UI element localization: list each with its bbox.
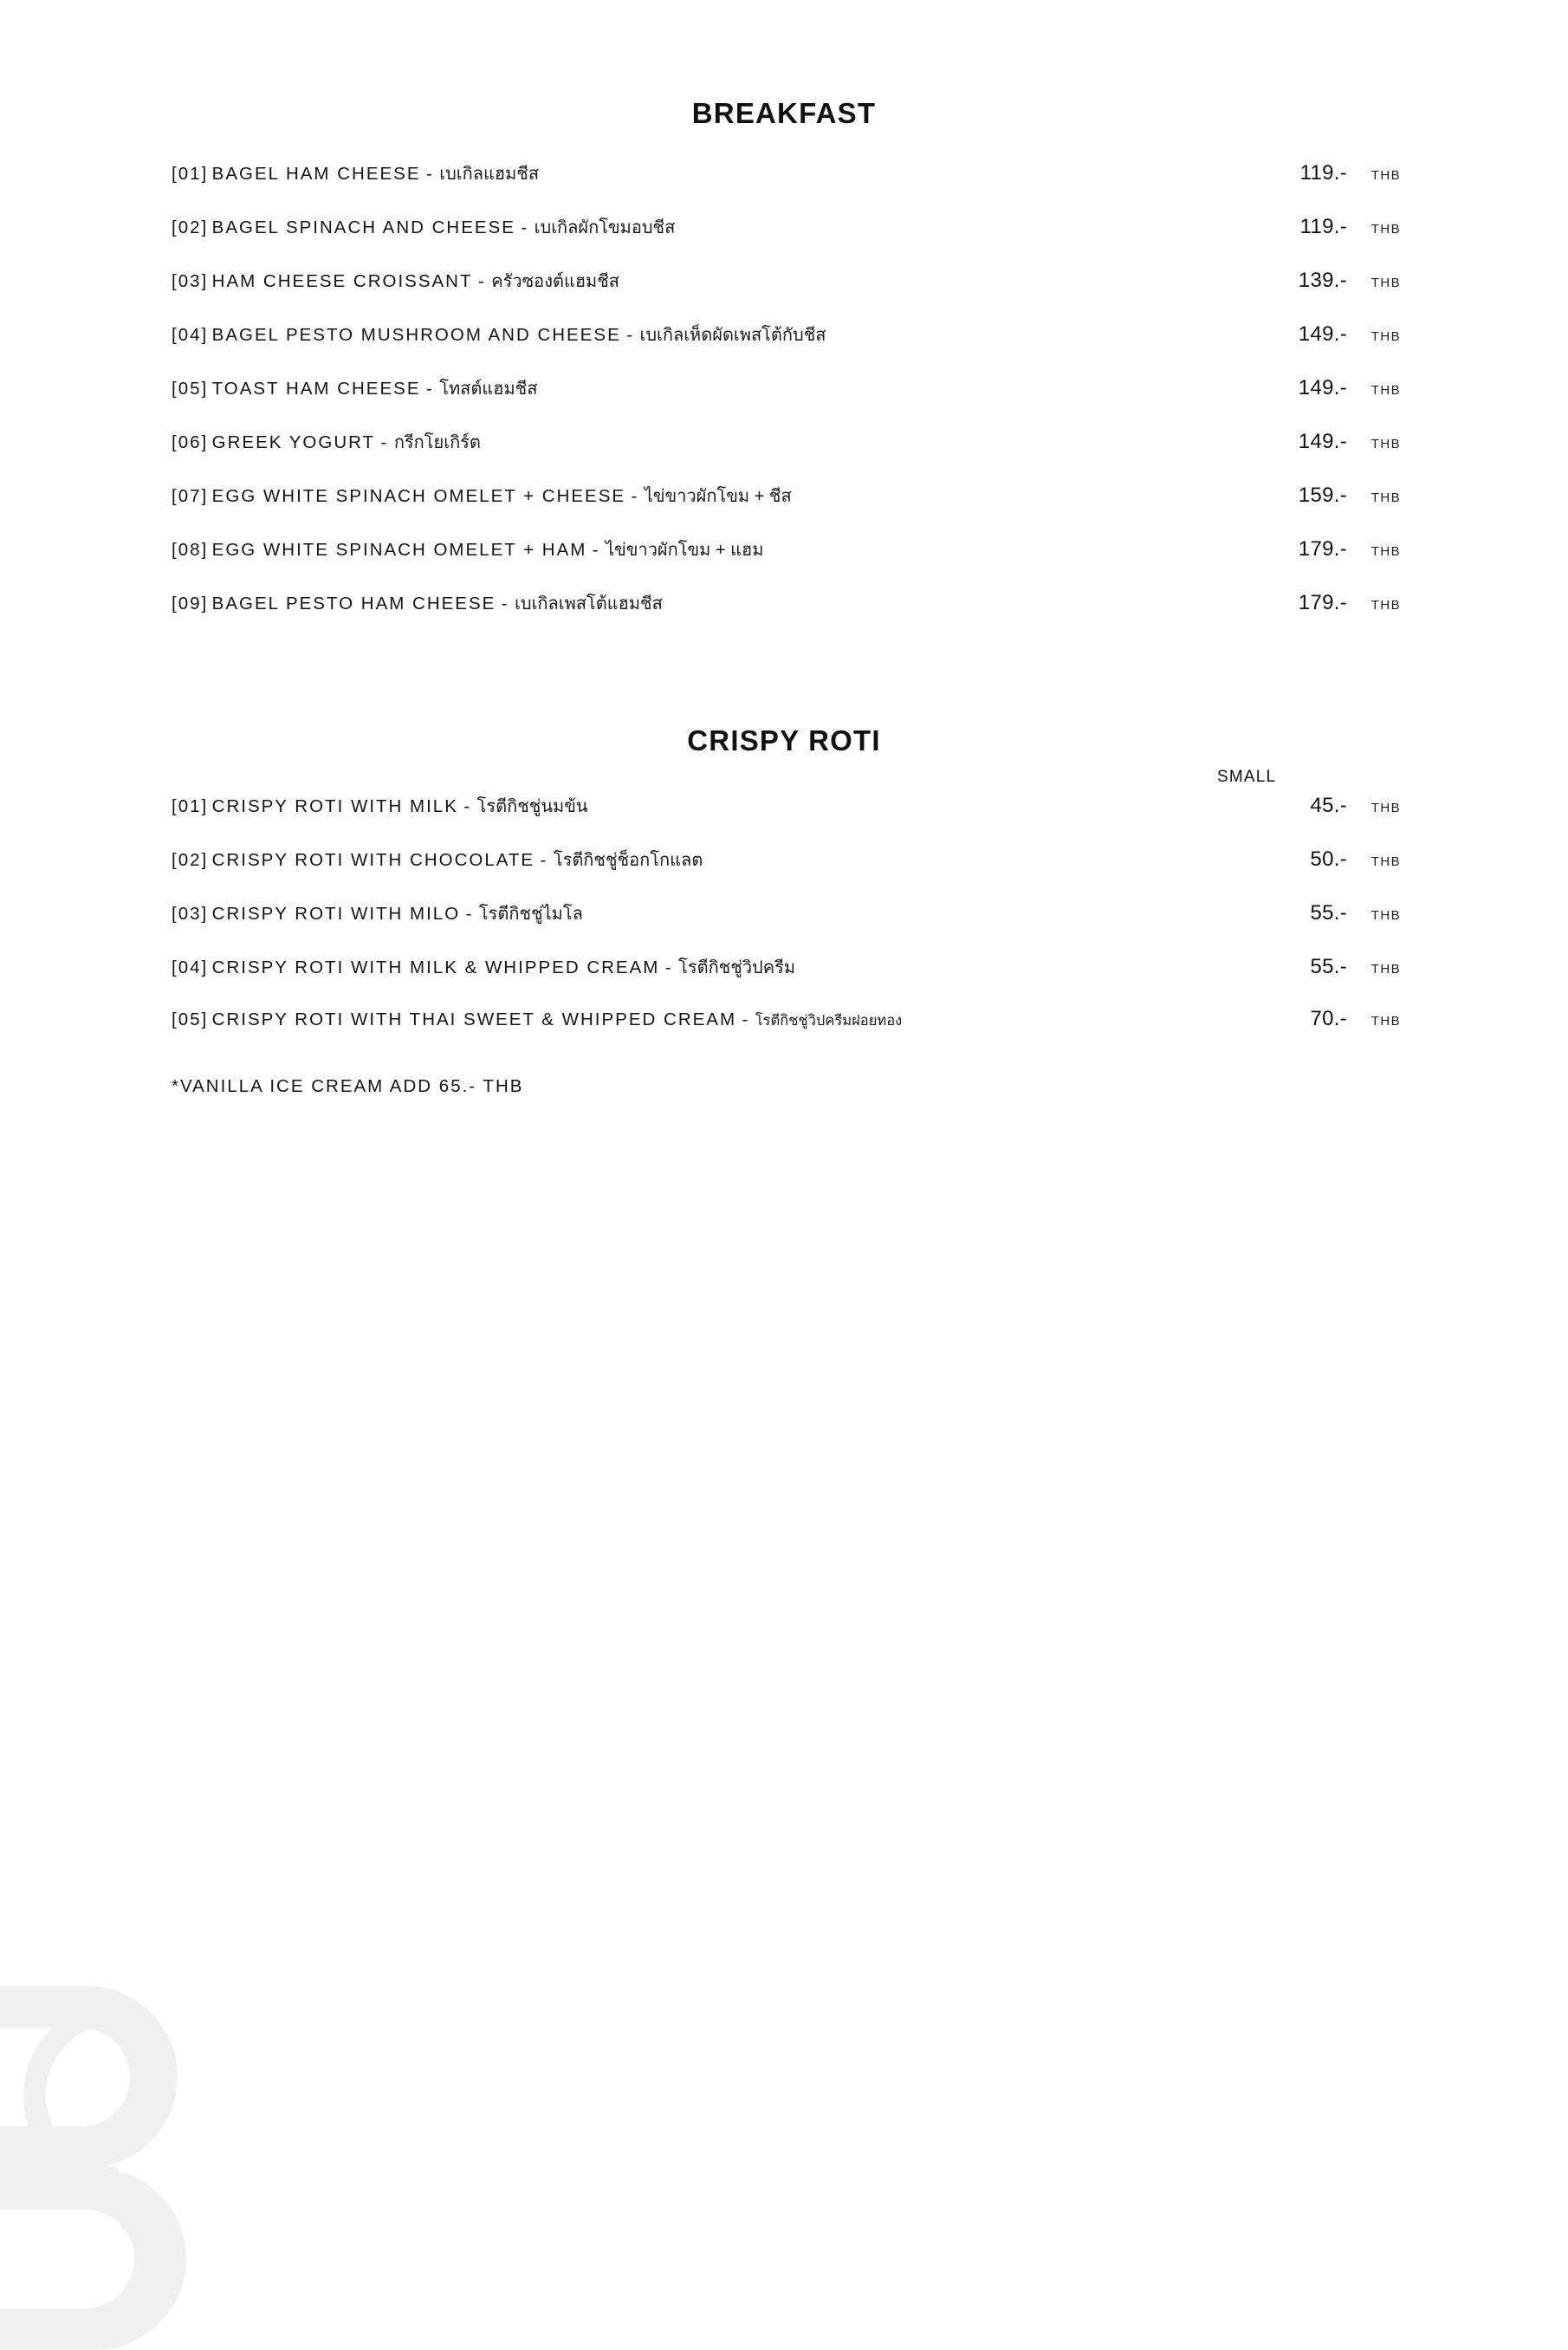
menu-item-name-en: CRISPY ROTI WITH MILO	[211, 904, 461, 924]
menu-item-name-th: ไข่ขาวผักโขม + แฮม	[606, 541, 764, 560]
menu-item-name	[172, 482, 1217, 510]
menu-item-index: [02]	[172, 850, 209, 870]
menu-item-name-th: โรตีกิชชู่นมข้น	[476, 797, 588, 816]
menu-item-price: 179.-	[1298, 591, 1347, 614]
menu-item-index: [05]	[172, 379, 209, 399]
menu-item-row[interactable]	[0, 589, 1568, 643]
menu-item-row[interactable]	[0, 213, 1568, 267]
brand-watermark-icon	[0, 1977, 312, 2350]
menu-item-dash: -	[501, 594, 509, 613]
menu-item-price: 55.-	[1310, 901, 1347, 925]
menu-page	[0, 97, 1568, 1097]
menu-item-currency: THB	[1370, 1014, 1401, 1029]
menu-item-name	[172, 159, 1217, 187]
menu-item-currency: THB	[1370, 962, 1401, 977]
menu-item-price-cell	[1217, 591, 1347, 615]
menu-item-row[interactable]	[0, 846, 1568, 899]
menu-item-index: [03]	[172, 271, 209, 291]
menu-item-name-th: โรตีกิชชู่วิปครีม	[678, 958, 796, 977]
menu-item-name-en: BAGEL PESTO HAM CHEESE	[211, 594, 496, 613]
menu-item-currency-cell	[1347, 544, 1401, 560]
menu-item-row[interactable]	[0, 267, 1568, 321]
menu-item-price-cell	[1217, 430, 1347, 454]
menu-item-price: 179.-	[1298, 537, 1347, 561]
menu-item-index: [01]	[172, 796, 209, 816]
section-note-crispy-roti: *VANILLA ICE CREAM ADD 65.- THB	[172, 1076, 524, 1096]
menu-item-currency: THB	[1370, 168, 1401, 183]
menu-item-row[interactable]	[0, 792, 1568, 846]
menu-item-name	[172, 792, 1217, 820]
menu-item-currency-cell	[1347, 1014, 1401, 1029]
menu-item-dash: -	[742, 1009, 750, 1029]
menu-item-name-en: GREEK YOGURT	[211, 432, 376, 452]
menu-item-currency: THB	[1370, 329, 1401, 344]
menu-item-price-cell	[1217, 955, 1347, 979]
menu-item-currency: THB	[1370, 801, 1401, 815]
menu-item-price: 139.-	[1298, 269, 1347, 292]
menu-item-name-th: กรีกโยเกิร์ต	[393, 433, 481, 452]
price-column-header-row	[0, 757, 1568, 787]
menu-item-price-cell	[1217, 794, 1347, 818]
menu-item-index: [05]	[172, 1009, 209, 1029]
menu-item-index: [04]	[172, 325, 209, 345]
menu-item-row[interactable]	[0, 374, 1568, 428]
menu-item-name	[172, 536, 1217, 563]
menu-item-list-breakfast	[0, 159, 1568, 643]
menu-item-name-en: TOAST HAM CHEESE	[211, 379, 421, 399]
menu-item-price: 149.-	[1298, 376, 1347, 399]
price-column-header-small: SMALL	[1217, 768, 1277, 786]
menu-item-dash: -	[626, 325, 635, 345]
menu-item-price-cell	[1217, 376, 1347, 400]
menu-item-dash: -	[521, 217, 529, 237]
menu-item-price-cell	[1217, 847, 1347, 872]
menu-item-dash: -	[477, 271, 486, 291]
menu-section-crispy-roti	[0, 724, 1568, 1097]
menu-item-currency-cell	[1347, 329, 1401, 345]
menu-item-list-crispy-roti	[0, 792, 1568, 1061]
menu-item-name-th: ครัวซองต์แฮมชีส	[491, 272, 620, 291]
menu-item-price-cell	[1217, 484, 1347, 508]
menu-item-price: 119.-	[1299, 215, 1347, 238]
menu-item-currency: THB	[1370, 222, 1401, 237]
menu-item-price-cell	[1217, 537, 1347, 562]
menu-item-name-en: HAM CHEESE CROISSANT	[211, 271, 473, 291]
menu-item-name-th: เบเกิลผักโขมอบชีส	[534, 218, 676, 237]
menu-item-index: [07]	[172, 486, 209, 506]
menu-item-currency: THB	[1370, 276, 1401, 290]
menu-item-dash: -	[425, 379, 434, 399]
menu-item-currency: THB	[1370, 908, 1401, 923]
menu-item-dash: -	[631, 486, 639, 506]
menu-item-currency: THB	[1370, 598, 1401, 613]
menu-section-breakfast	[0, 97, 1568, 643]
menu-item-name-th: โรตีกิชชู่ไมโล	[478, 905, 583, 924]
menu-item-currency: THB	[1370, 854, 1401, 869]
section-title-breakfast: BREAKFAST	[691, 97, 877, 129]
menu-item-price: 159.-	[1298, 484, 1347, 507]
menu-item-price-cell	[1217, 901, 1347, 925]
menu-item-row[interactable]	[0, 536, 1568, 589]
menu-item-dash: -	[380, 432, 389, 452]
menu-item-currency: THB	[1370, 437, 1401, 451]
menu-item-name	[172, 267, 1217, 295]
menu-item-row[interactable]	[0, 482, 1568, 536]
menu-item-name	[172, 321, 1217, 348]
menu-item-name-th: โรตีกิชชู่วิปครีมฝอยทอง	[755, 1013, 903, 1029]
menu-item-name-en: EGG WHITE SPINACH OMELET + CHEESE	[211, 486, 626, 506]
menu-item-name-th: เบเกิลแฮมชีส	[439, 165, 540, 184]
section-title-crispy-roti: CRISPY ROTI	[687, 724, 881, 756]
menu-item-row[interactable]	[0, 321, 1568, 374]
menu-item-price: 70.-	[1310, 1007, 1347, 1030]
menu-item-dash: -	[592, 540, 600, 560]
menu-item-row[interactable]	[0, 1007, 1568, 1061]
menu-item-name-en: BAGEL HAM CHEESE	[211, 164, 421, 184]
menu-item-name	[172, 589, 1217, 617]
menu-item-name-en: CRISPY ROTI WITH MILK	[211, 796, 458, 816]
menu-item-name	[172, 374, 1217, 402]
menu-item-currency: THB	[1370, 490, 1401, 505]
menu-item-currency-cell	[1347, 222, 1401, 237]
menu-item-name	[172, 428, 1217, 456]
menu-item-dash: -	[465, 904, 474, 924]
menu-item-name-en: BAGEL PESTO MUSHROOM AND CHEESE	[211, 325, 621, 345]
menu-item-dash: -	[664, 958, 673, 977]
menu-item-currency-cell	[1347, 598, 1401, 613]
menu-item-name-en: BAGEL SPINACH AND CHEESE	[211, 217, 515, 237]
menu-item-row[interactable]	[0, 428, 1568, 482]
menu-item-index: [03]	[172, 904, 209, 924]
menu-item-index: [09]	[172, 594, 209, 613]
menu-item-currency: THB	[1370, 383, 1401, 398]
menu-item-name-th: โรตีกิชชู่ช็อกโกแลต	[553, 851, 703, 870]
menu-item-name-en: CRISPY ROTI WITH MILK & WHIPPED CREAM	[211, 958, 660, 977]
menu-item-row[interactable]	[0, 899, 1568, 953]
menu-item-currency-cell	[1347, 490, 1401, 506]
menu-item-name	[172, 1009, 1217, 1032]
menu-item-price: 45.-	[1310, 794, 1347, 817]
menu-item-currency-cell	[1347, 854, 1401, 870]
menu-item-currency-cell	[1347, 908, 1401, 924]
menu-item-currency-cell	[1347, 383, 1401, 399]
menu-item-row[interactable]	[0, 953, 1568, 1007]
menu-item-price: 55.-	[1310, 955, 1347, 978]
menu-item-index: [06]	[172, 432, 209, 452]
menu-item-currency-cell	[1347, 962, 1401, 977]
menu-item-currency-cell	[1347, 437, 1401, 452]
menu-item-name-th: โทสต์แฮมชีส	[439, 380, 538, 399]
menu-item-currency-cell	[1347, 168, 1401, 184]
menu-item-price-cell	[1217, 269, 1347, 293]
menu-item-name-th: เบเกิลเพสโต้แฮมชีส	[515, 594, 663, 613]
menu-item-index: [02]	[172, 217, 209, 237]
menu-item-dash: -	[540, 850, 548, 870]
menu-item-price: 149.-	[1298, 322, 1347, 346]
menu-item-index: [01]	[172, 164, 209, 184]
menu-item-name-en: CRISPY ROTI WITH THAI SWEET & WHIPPED CREAM	[211, 1009, 737, 1029]
menu-item-price-cell	[1217, 161, 1347, 185]
menu-item-price: 50.-	[1310, 847, 1347, 871]
menu-item-currency-cell	[1347, 276, 1401, 291]
menu-item-index: [08]	[172, 540, 209, 560]
menu-item-dash: -	[463, 796, 472, 816]
menu-item-price-cell	[1217, 215, 1347, 239]
menu-item-price-cell	[1217, 1007, 1347, 1031]
menu-item-currency: THB	[1370, 544, 1401, 559]
menu-item-index: [04]	[172, 958, 209, 977]
menu-item-name-en: EGG WHITE SPINACH OMELET + HAM	[211, 540, 587, 560]
menu-item-name-en: CRISPY ROTI WITH CHOCOLATE	[211, 850, 535, 870]
menu-item-price: 119.-	[1299, 161, 1347, 185]
menu-item-name	[172, 953, 1217, 981]
menu-item-currency-cell	[1347, 801, 1401, 816]
menu-item-name-th: ไข่ขาวผักโขม + ชีส	[644, 487, 792, 506]
menu-item-row[interactable]	[0, 159, 1568, 213]
menu-item-name	[172, 846, 1217, 873]
menu-item-name	[172, 213, 1217, 241]
menu-item-dash: -	[425, 164, 434, 184]
menu-item-name-th: เบเกิลเห็ดผัดเพสโต้กับชีส	[639, 326, 826, 345]
menu-item-price-cell	[1217, 322, 1347, 347]
menu-item-name	[172, 899, 1217, 927]
menu-item-price: 149.-	[1298, 430, 1347, 453]
